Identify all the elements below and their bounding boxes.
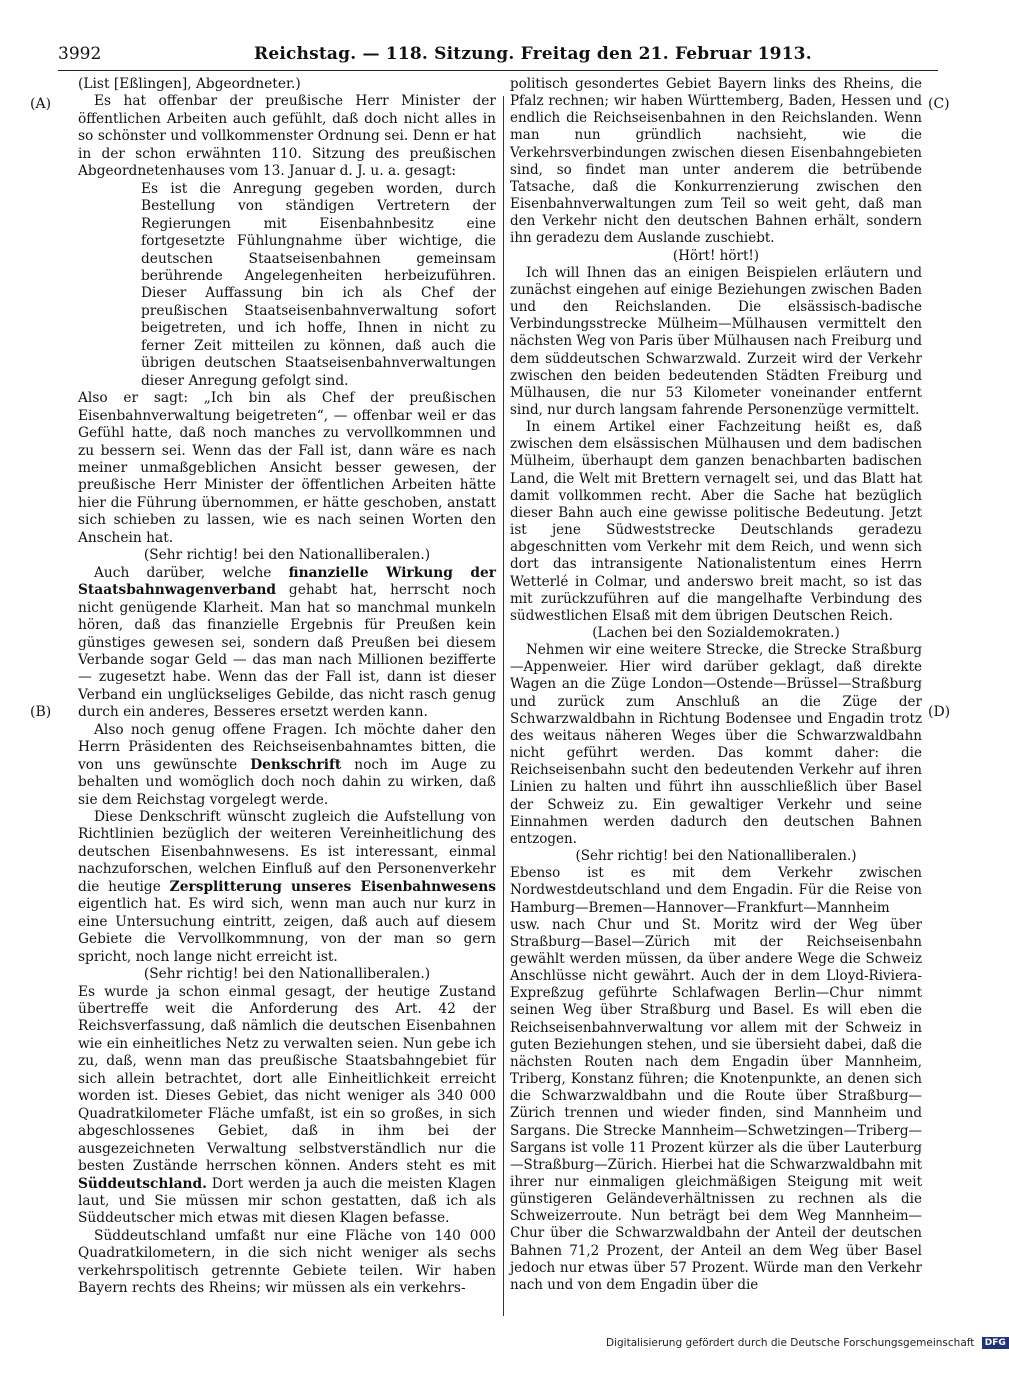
paragraph: Also er sagt: „Ich bin als Chef der preußischen Eisenbahnverwaltung beigetreten“, — offenbar weil er das Gefühl hatte, daß noch manches zu vervollkommnen und zu bessern sei. Wenn das der Fall ist, dann wäre es nach meiner unmaßgeblichen Ansicht besser gewesen, der preußische Herr Minister der öffentlichen Arbeiten hätte hier die Führung übernommen, er hätte geschoben, anstatt sich schieben zu lassen, wie es nach seinen Worten den Anschein hat. xyxy=(78,390,496,546)
emphasis: Denkschrift xyxy=(250,756,342,773)
margin-mark-b: (B) xyxy=(30,704,52,720)
left-column xyxy=(78,76,496,1298)
margin-mark-c: (C) xyxy=(928,96,950,112)
emphasis: finanzielle Wirkung der Staatsbahnwagenverband xyxy=(78,564,497,599)
interjection: (Hört! hört!) xyxy=(672,247,760,264)
right-column xyxy=(510,76,922,1294)
dfg-logo: DFG xyxy=(982,1337,1009,1349)
interjection: (Sehr richtig! bei den Nationalliberalen.) xyxy=(575,848,857,865)
paragraph: Ich will Ihnen das an einigen Beispielen erläutern und zunächst eingehen auf einige Beziehungen zwischen Baden und den Reichslanden. Die elsässisch-badische Verbindungsstrecke Mülheim—Mülhausen vermittelt den nächsten Weg von Paris über Mülhausen nach Freiburg und dem süddeutschen Schwarzwald. Zurzeit wird der Verkehr zwischen den beiden bedeutenden Städten Freiburg und Mülhausen, die nur 53 Kilometer voneinander entfernt sind, nur durch langsam fahrende Personenzüge vermittelt. xyxy=(510,264,922,418)
paragraph: Diese Denkschrift wünscht zugleich die Aufstellung von Richtlinien bezüglich der weiteren Vereinheitlichung des deutschen Eisenbahnwesens. Es ist interessant, einmal nachzuforschen, welchen Einfluß auf den Personenverkehr die heutige Zersplitterung unseres Eisenbahnwesens eigentlich hat. Es wird sich, wenn man auch nur kurz in eine Untersuchung eintritt, zeigen, daß auch auf diesem Gebiete die Vervollkommnung, von der man so gern spricht, noch lange nicht erreicht ist. xyxy=(78,809,496,965)
emphasis: Süddeutschland. xyxy=(78,1175,207,1192)
page-title: Reichstag. — 118. Sitzung. Freitag den 21. Februar 1913. xyxy=(254,44,812,64)
paragraph: Süddeutschland umfaßt nur eine Fläche von 140 000 Quadratkilometern, in die sich nicht weniger als sechs verkehrspolitisch getrennte Gebiete teilen. Wir haben Bayern rechts des Rheins; wir müssen als ein verkehrs- xyxy=(78,1227,496,1297)
paragraph: Nehmen wir eine weitere Strecke, die Strecke Straßburg—Appenweier. Hier wird darüber geklagt, daß direkte Wagen an die Züge London—Ostende—Brüssel—Straßburg und zurück zum Anschluß an die Züge der Schwarzwaldbahn in Richtung Bodensee und Engadin trotz des weitaus näheren Weges über die Schwarzwaldbahn nicht geführt werden. Das kommt daher: die Reichseisenbahn sucht den bedeutenden Verkehr auf ihren Linien zu halten und führt ihn ausschließlich über Basel der Schweiz zu. Ein gewaltiger Verkehr und seine Einnahmen werden dadurch den deutschen Bahnen entzogen. xyxy=(510,642,922,847)
emphasis: Zersplitterung unseres Eisenbahnwesens xyxy=(169,878,496,895)
page-number: 3992 xyxy=(58,44,102,64)
interjection: (Sehr richtig! bei den Nationalliberalen.) xyxy=(143,966,431,983)
column-divider xyxy=(503,96,504,1316)
paragraph: Es hat offenbar der preußische Herr Minister der öffentlichen Arbeiten auch gefühlt, daß doch nicht alles in so schönster und vollkommenster Ordnung sei. Denn er hat in der schon erwähnten 110. Sitzung des preußischen Abgeordnetenhauses vom 13. Januar d. J. u. a. gesagt: xyxy=(78,93,496,180)
footer-credit xyxy=(606,1337,1006,1357)
footer-text: Digitalisierung gefördert durch die Deutsche Forschungsgemeinschaft xyxy=(606,1337,975,1349)
paragraph: politisch gesondertes Gebiet Bayern links des Rheins, die Pfalz rechnen; wir haben Württemberg, Baden, Hessen und endlich die Reichseisenbahnen in den Reichslanden. Wenn man nun gründlich nachsieht, wie die Verkehrsverbindungen zwischen diesen Eisenbahngebieten sind, so findet man unter anderem die betrübende Tatsache, daß die Konkurrenzierung zwischen den Eisenbahnverwaltungen zum Teil so weit geht, daß man den Verkehr nicht den deutschen Bahnen erhält, sondern ihn geradezu dem Auslande zuschiebt. xyxy=(510,76,922,247)
paragraph: In einem Artikel einer Fachzeitung heißt es, daß zwischen dem elsässischen Mülhausen und dem badischen Mülheim, überhaupt dem ganzen benachbarten badischen Land, die Welt mit Brettern vernagelt sei, und das Blatt hat damit vollkommen recht. Aber die Sache hat bezüglich dieser Bahn auch eine gewisse politische Bedeutung. Jetzt ist jene Südweststrecke Deutschlands geradezu abgeschnitten vom Verkehr mit dem Reich, und wenn sich dort das intransigente Nationalistentum eines Herrn Wetterlé in Colmar, und anderswo breit macht, so ist das mit zurückzuführen auf die mangelhafte Verbindung des südwestlichen Elsaß mit dem übrigen Deutschen Reich. xyxy=(510,419,922,624)
paragraph: Also noch genug offene Fragen. Ich möchte daher den Herrn Präsidenten des Reichseisenbahnamtes bitten, die von uns gewünschte Denkschrift noch im Auge zu behalten und womöglich doch noch dahin zu wirken, daß sie dem Reichstag vorgelegt werde. xyxy=(78,721,497,808)
margin-mark-d: (D) xyxy=(928,704,951,720)
interjection: (Sehr richtig! bei den Nationalliberalen.) xyxy=(143,547,431,564)
interjection: (Lachen bei den Sozialdemokraten.) xyxy=(592,625,840,641)
page-header xyxy=(58,40,938,71)
block-quote: Es ist die Anregung gegeben worden, durch Bestellung von ständigen Vertretern der Regierungen mit Eisenbahnbesitz eine fortgesetzte Fühlungnahme über wichtige, die deutschen Staatseisenbahnen gemeinsam berührende Angelegenheiten herbeizuführen. Dieser Auffassung bin ich als Chef der preußischen Staatseisenbahnverwaltung sofort beigetreten, und ich hoffe, Ihnen in nicht zu ferner Zeit mitteilen zu können, daß auch die übrigen deutschen Staatseisenbahnverwaltungen dieser Anregung gefolgt sind. xyxy=(141,180,496,389)
speaker-line: (List [Eßlingen], Abgeordneter.) xyxy=(78,76,301,92)
paragraph: Auch darüber, welche finanzielle Wirkung der Staatsbahnwagenverband gehabt hat, herrscht noch nicht genügende Klarheit. Man hat so manchmal munkeln hören, daß das finanzielle Ergebnis für Preußen kein günstiges gewesen sei, sondern daß Preußen bei diesem Verbande sogar Geld — das man nach Millionen bezifferte — zugesetzt habe. Wenn das der Fall ist, dann ist dieser Verband ein unglückseliges Gebilde, das nicht rasch genug durch ein anderes, Besseres ersetzt werden kann. xyxy=(78,564,497,721)
paragraph: Es wurde ja schon einmal gesagt, der heutige Zustand übertreffe weit die Anforderung des Art. 42 der Reichsverfassung, daß nämlich die deutschen Eisenbahnen wie ein einheitliches Netz zu verwalten seien. Nun gebe ich zu, daß, wenn man das preußische Staatsbahngebiet für sich allein betrachtet, dort alle Einheitlichkeit erreicht worden ist. Dieses Gebiet, das nicht weniger als 340 000 Quadratkilometer Fläche umfaßt, ist ein so großes, in sich abgeschlossenes Gebiet, daß in ihm bei der ausgezeichneten Verwaltung selbstverständlich nur die besten Zustände herrschen können. Anders steht es mit Süddeutschland. Dort werden ja auch die meisten Klagen laut, und Sie müssen mir schon gestatten, daß ich als Süddeutscher mich etwas mit diesen Klagen befasse. xyxy=(78,983,496,1227)
margin-mark-a: (A) xyxy=(30,96,52,112)
paragraph: Ebenso ist es mit dem Verkehr zwischen Nordwestdeutschland und dem Engadin. Für die Reise von Hamburg—Bremen—Hannover—Frankfurt—Mannheim usw. nach Chur und St. Moritz wird der Weg über Straßburg—Basel—Zürich mit der Reichseisenbahn gewählt werden müssen, da über andere Wege die Schweiz Anschlüsse nicht gewährt. Auch der in dem Lloyd-Riviera-Expreßzug geführte Schlafwagen Berlin—Chur nimmt seinen Weg über Straßburg und Basel. Es will eben die Reichseisenbahnverwaltung vor allem mit der Schweiz in guten Beziehungen stehen, und sie übersieht dabei, daß die nächsten Routen nach dem Engadin über Mannheim, Triberg, Konstanz führen; die Knotenpunkte, an denen sich die Schwarzwaldbahn und die Route über Straßburg—Zürich trennen und wieder finden, sind Mannheim und Sargans. Die Strecke Mannheim—Schwetzingen—Triberg—Sargans ist volle 11 Prozent kürzer als die über Lauterburg—Straßburg—Zürich. Hierbei hat die Schwarzwaldbahn mit ihrer nur einmaligen gleichmäßigen Steigung mit weit günstigeren Geländeverhältnissen zu rechnen als die Schweizerroute. Nun beträgt bei dem Weg Mannheim—Chur über die Schwarzwaldbahn der Anteil der deutschen Bahnen 71,2 Prozent, der Anteil an dem Weg über Basel jedoch nur etwas über 57 Prozent. Würde man den Verkehr nach und von dem Engadin über die xyxy=(510,865,922,1293)
